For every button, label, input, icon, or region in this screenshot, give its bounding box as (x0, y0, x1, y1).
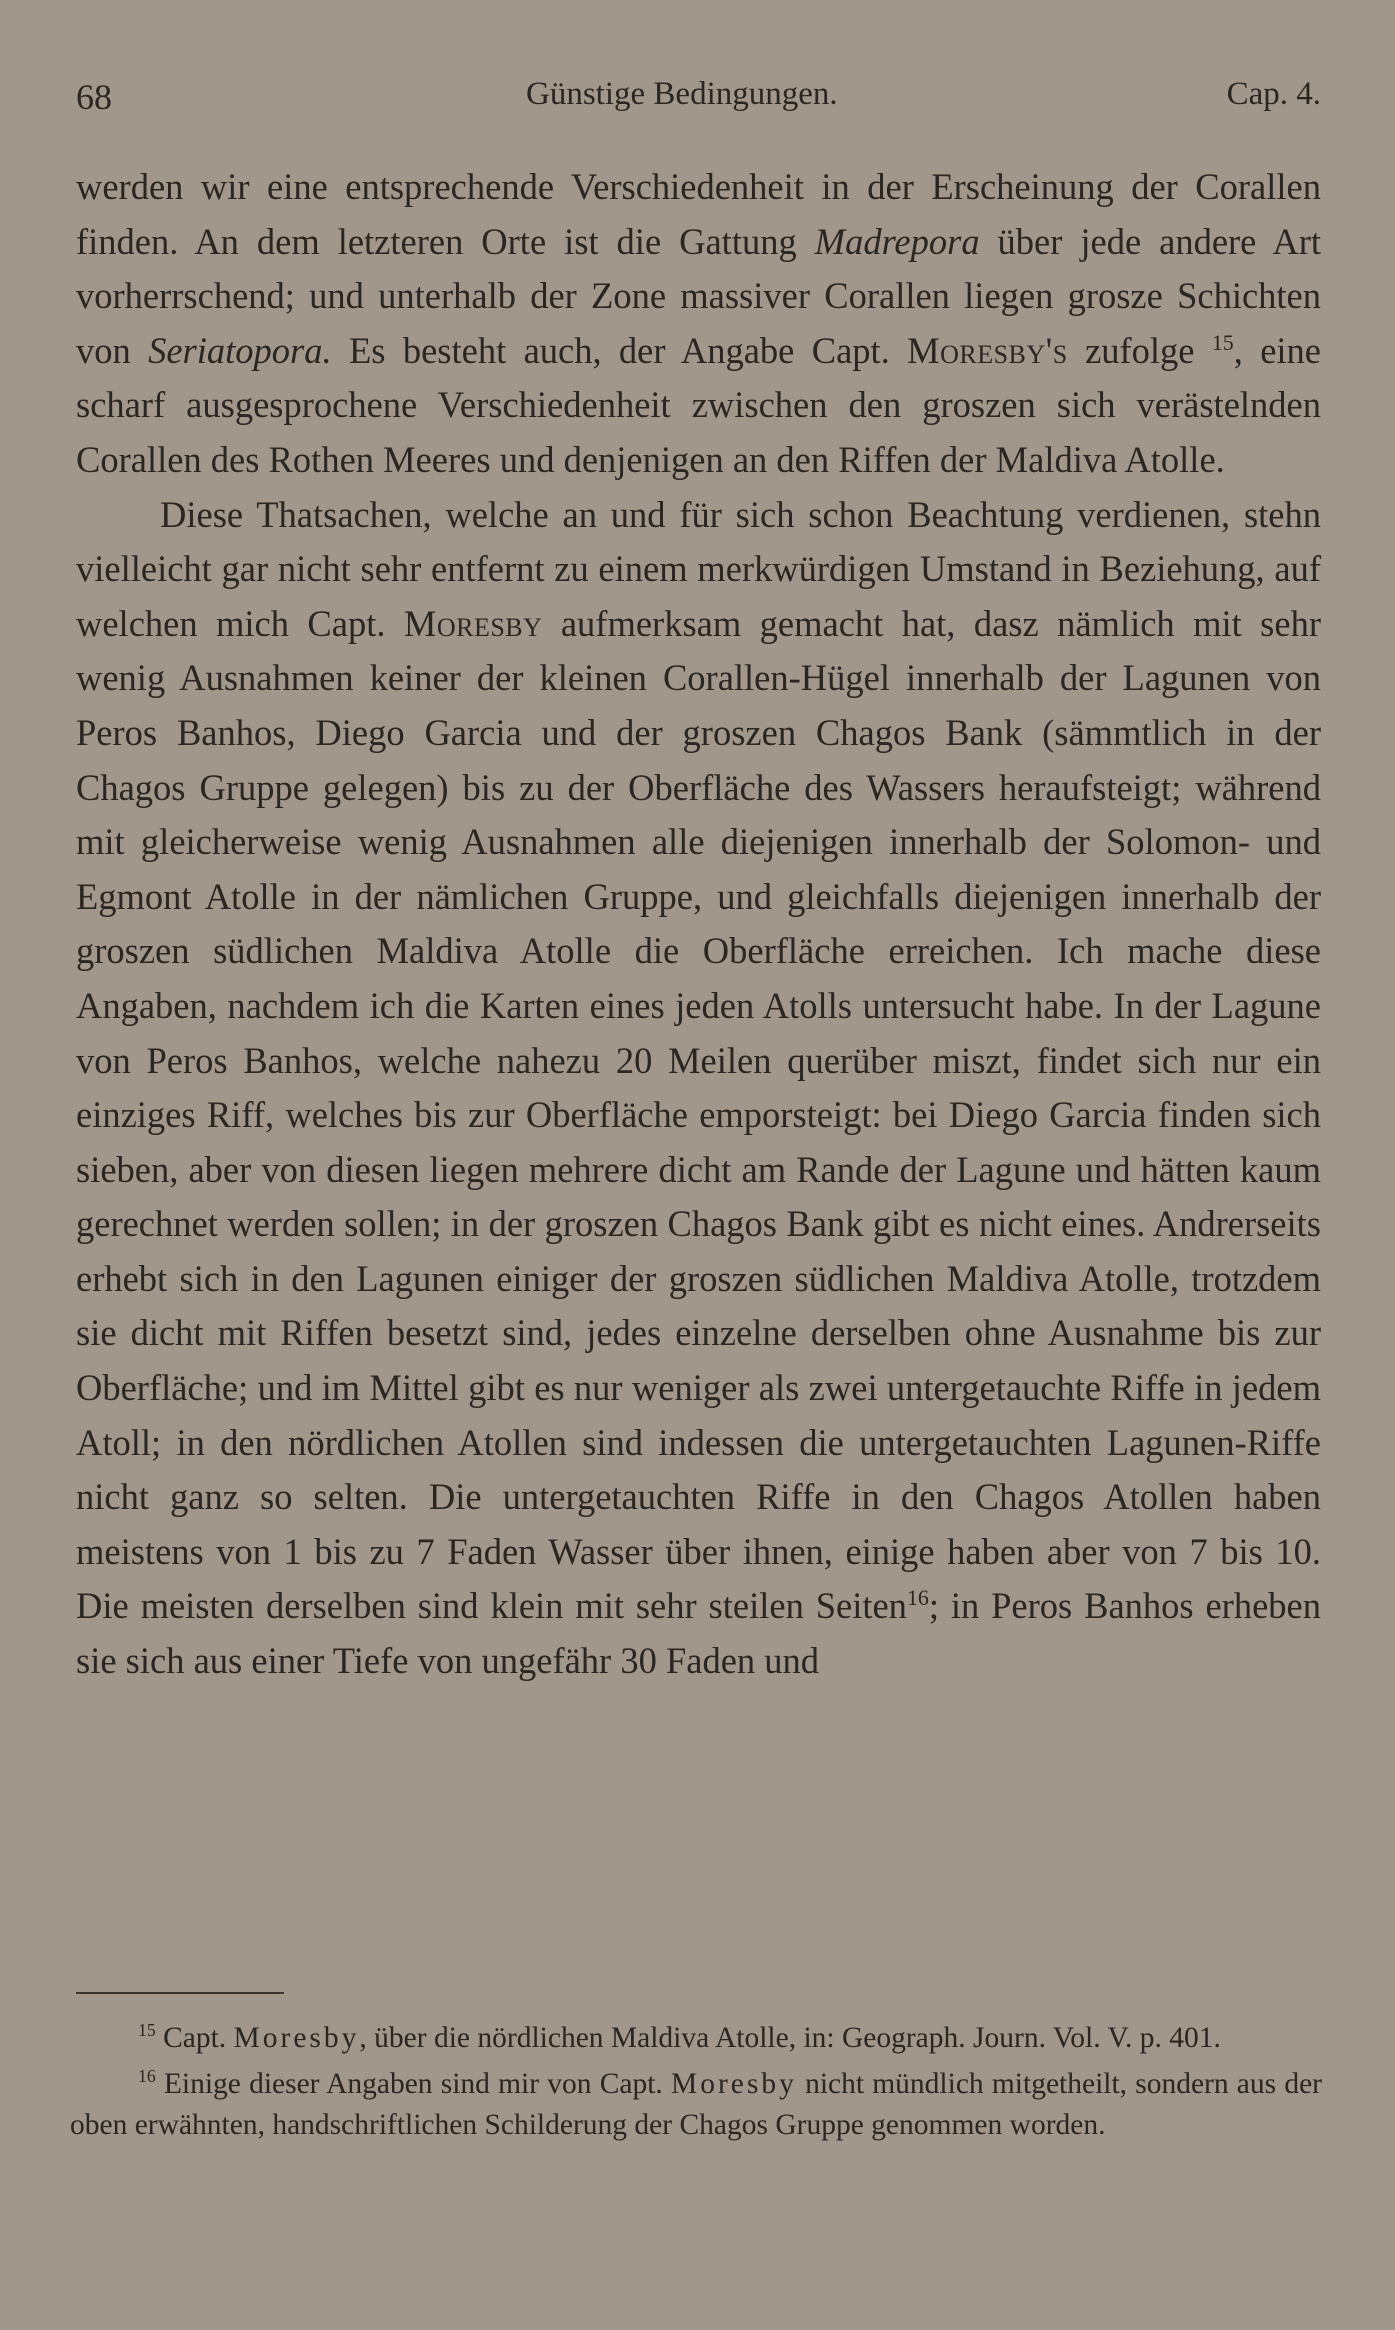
footnote-15 (70, 2018, 1322, 2060)
genus-name: Madrepora (814, 220, 980, 262)
footnote-marker: 15 (138, 2020, 156, 2041)
text-run: nicht mündlich mitgetheilt, sondern aus der oben erwähnten, handschriftlichen Schilderung der Chagos Gruppe genommen worden. (70, 2067, 1322, 2141)
running-title: Günstige Bedingungen. (526, 76, 838, 112)
text-run: Einige dieser Angaben sind mir von Capt. (155, 2067, 671, 2100)
person-name: Moresby (233, 2022, 360, 2054)
page-number: 68 (76, 77, 112, 117)
person-name: Moresby (403, 602, 543, 644)
text-run: aufmerksam gemacht hat, dasz nämlich mit sehr wenig Ausnahmen keiner der kleinen Corallen-Hügel innerhalb der Lagunen von Peros Banhos, Diego Garcia und der groszen Chagos Bank (sämmtlich in der Chagos Gruppe gelegen) bis zu der Oberfläche des Wassers heraufsteigt; während mit gleicherweise wenig Ausnahmen alle diejenigen innerhalb der Solomon- und Egmont Atolle in der nämlichen Gruppe, und gleichfalls diejenigen innerhalb der groszen südlichen Maldiva Atolle die Oberfläche erreichen. Ich mache diese Angaben, nachdem ich die Karten eines jeden Atolls untersucht habe. In der Lagune von Peros Banhos, welche nahezu 20 Meilen querüber miszt, findet sich nur ein einziges Riff, welches bis zur Oberfläche emporsteigt: bei Diego Garcia finden sich sieben, aber von diesen liegen mehrere dicht am Rande der Lagune und hätten kaum gerechnet werden sollen; in der groszen Chagos Bank gibt es nicht eines. Andrerseits erhebt sich in den Lagunen einiger der groszen südlichen Maldiva Atolle, trotzdem sie dicht mit Riffen besetzt sind, jedes einzelne derselben ohne Ausnahme bis zur Oberfläche; und im Mittel gibt es nur weniger als zwei untergetauchte Riffe in jedem Atoll; in den nördlichen Atollen sind indessen die untergetauchten Lagunen-Riffe nicht ganz so selten. Die untergetauchten Riffe in den Chagos Atollen haben meistens von 1 bis zu 7 Faden Wasser über ihnen, einige haben aber von 7 bis 10. Die meisten derselben sind klein mit sehr steilen Seiten (76, 602, 1321, 1627)
text-run: Capt. (155, 2022, 234, 2054)
person-name: Moresby (670, 2067, 797, 2100)
running-head (76, 76, 1321, 124)
text-run: ; in Peros Banhos erheben sie sich aus einer Tiefe von ungefähr 30 Faden und (76, 1585, 1321, 1682)
paragraph-1 (76, 160, 1321, 488)
genus-name: Seriatopora. (148, 329, 332, 371)
footnotes (70, 2018, 1322, 2151)
text-run: über jede andere Art vorherrschend; und unterhalb der Zone massiver Corallen liegen grosze Schichten von (76, 220, 1321, 371)
footnote-ref[interactable]: 16 (906, 1585, 929, 1611)
footnote-marker: 16 (138, 2065, 156, 2086)
text-run: Diese Thatsachen, welche an und für sich schon Beachtung verdienen, stehn vielleicht gar nicht sehr entfernt zu einem merkwürdigen Umstand in Beziehung, auf welchen mich Capt. (76, 493, 1321, 644)
text-run: , über die nördlichen Maldiva Atolle, in: Geograph. Journ. Vol. V. p. 401. (359, 2022, 1221, 2054)
paragraph-2 (76, 488, 1321, 1689)
body-text (76, 160, 1321, 1689)
person-name: Moresby's (907, 329, 1068, 371)
text-run: zufolge (1067, 329, 1212, 371)
text-run: Es besteht auch, der Angabe Capt. (331, 329, 908, 371)
text-run: , eine scharf ausgesprochene Verschiedenheit zwischen den groszen sich verästelnden Corallen des Rothen Meeres und denjenigen an den Riffen der Maldiva Atolle. (76, 329, 1322, 480)
text-run: werden wir eine entsprechende Verschiedenheit in der Erscheinung der Corallen finden. An dem letzteren Orte ist die Gattung (76, 166, 1321, 262)
chapter-label: Cap. 4. (1226, 76, 1321, 112)
footnote-16 (70, 2064, 1322, 2147)
footnote-ref[interactable]: 15 (1211, 329, 1234, 355)
footnote-divider (76, 1992, 284, 1994)
